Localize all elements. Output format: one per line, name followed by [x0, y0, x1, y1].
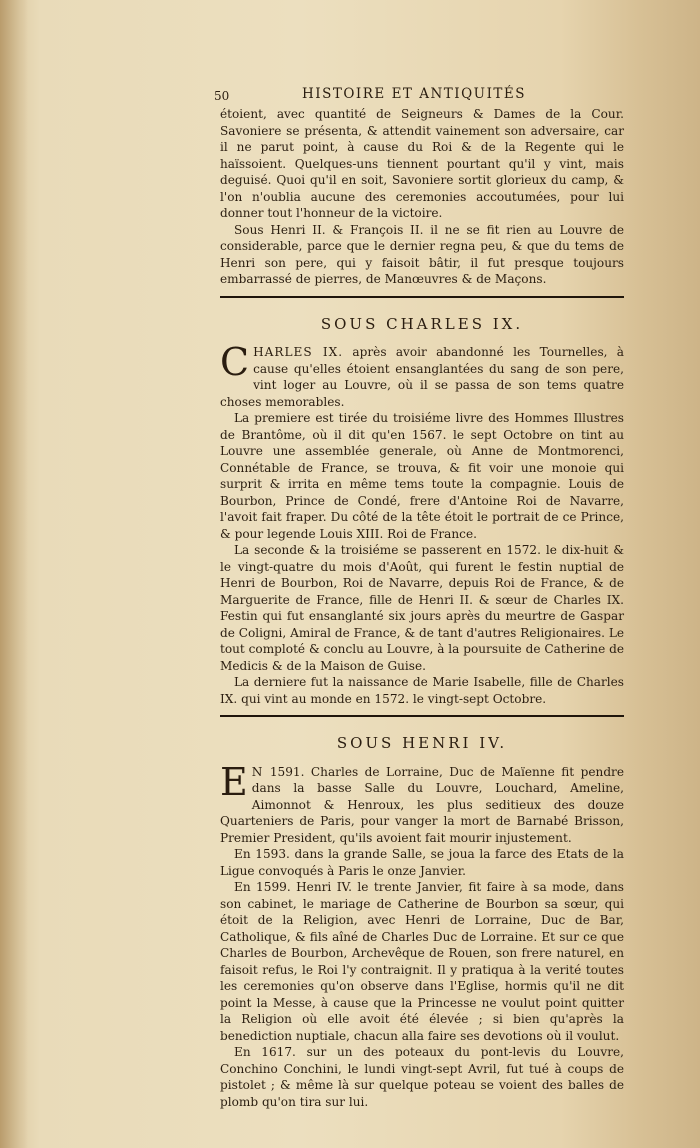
page-binding-shadow: [0, 0, 28, 1148]
section-divider-1: [220, 296, 624, 298]
henri-iv-paragraph-1: En 1593. dans la grande Salle, se joua la farce des Etats de la Ligue convoqués à Paris le onze Janvier.: [220, 847, 624, 878]
henri-iv-paragraph-2: En 1599. Henri IV. le trente Janvier, fit faire à sa mode, dans son cabinet, le mariage de Catherine de Bourbon sa sœur, qui étoit de la Religion, avec Henri de Lorraine, Duc de Bar, Catholique, & fils aîné de Charles Duc de Lorraine. Et sur ce que Charles de Bourbon, Archevêque de Rouen, son frere naturel, en faisoit refus, le Roi l'y contraignit. Il y pratiqua à la verité toutes les ceremonies qu'on observe dans l'Eglise, hormis qu'il ne dit point la Messe, à cause que la Princesse ne voulut point quitter la Religion où elle avoit été élevée ; si bien qu'après la benediction nuptiale, chacun alla faire ses devotions où il voulut.: [220, 880, 624, 1043]
opening-smallcaps: HARLES IX.: [253, 345, 344, 359]
section-divider-2: [220, 715, 624, 717]
opening-text: 1591. Charles de Lorraine, Duc de Maïenne fit pendre dans la basse Salle du Louvre, Louchard, Ameline, Aimonnot & Henroux, les plus seditieux des douze Quarteniers de Paris, pour vanger la mort de Barnabé Brisson, Premier President, qu'ils avoient fait mourir injustement.: [220, 764, 624, 845]
opening-smallcaps: N: [251, 764, 264, 779]
dropcap-e: E: [220, 759, 248, 804]
intro-paragraph-1: étoient, avec quantité de Seigneurs & Dames de la Cour. Savoniere se présenta, & attendit vainement son adversaire, car il ne parut point, à cause du Roi & de la Regente qui le haïssoient. Quelques-uns tiennent pourtant qu'il y vint, mais deguisé. Quoi qu'il en soit, Savoniere sortit glorieux du camp, & l'on n'oublia aucune des ceremonies accoutumées, pour lui donner tout l'honneur de la victoire.: [220, 107, 624, 220]
henri-iv-opening-paragraph: [220, 759, 624, 847]
charles-ix-paragraph-3: La derniere fut la naissance de Marie Isabelle, fille de Charles IX. qui vint au monde en 1572. le vingt-sept Octobre.: [220, 675, 624, 706]
charles-ix-opening-paragraph: [220, 340, 624, 410]
charles-ix-paragraph-2: La seconde & la troisiéme se passerent en 1572. le dix-huit & le vingt-quatre du mois d'Août, qui furent le festin nuptial de Henri de Bourbon, Roi de Navarre, depuis Roi de France, & de Marguerite de France, fille de Henri II. & sœur de Charles IX. Festin qui fut ensanglanté six jours après du meurtre de Gaspar de Coligni, Amiral de France, & de tant d'autres Religionaires. Le tout comploté & conclu au Louvre, à la poursuite de Catherine de Medicis & de la Maison de Guise.: [220, 543, 625, 673]
charles-ix-paragraph-1: La premiere est tirée du troisiéme livre des Hommes Illustres de Brantôme, où il dit qu'en 1567. le sept Octobre on tint au Louvre une assemblée generale, où Anne de Montmorenci, Connétable de France, se trouva, & fit voir une monoie qui surprit & irrita en même tems toute la compagnie. Louis de Bourbon, Prince de Condé, frere d'Antoine Roi de Navarre, l'avoit fait fraper. Du côté de la tête étoit le portrait de ce Prince, & pour legende Louis XIII. Roi de France.: [220, 411, 624, 541]
henri-iv-paragraph-3: En 1617. sur un des poteaux du pont-levis du Louvre, Conchino Conchini, le lundi vingt-sept Avril, fut tué à coups de pistolet ; & même là sur quelque poteau se voient des balles de plomb qu'on tira sur lui.: [220, 1045, 624, 1109]
page-text-block: [214, 86, 625, 1110]
intro-paragraph-2: Sous Henri II. & François II. il ne se fit rien au Louvre de considerable, parce que le dernier regna peu, & que du tems de Henri son pere, qui y faisoit bâtir, il fut presque toujours embarrassé de pierres, de Manœuvres & de Maçons.: [220, 222, 624, 286]
opening-text: après avoir abandonné les Tournelles, à cause qu'elles étoient ensanglantées du sang de son pere, vint loger au Louvre, où il se passa de son tems quatre choses memorables.: [220, 345, 624, 409]
running-title: HISTOIRE ET ANTIQUITÉS: [302, 86, 527, 102]
running-head: [214, 86, 624, 106]
page-number: 50: [214, 89, 230, 103]
section-title-henri-iv: SOUS HENRI IV.: [336, 734, 508, 752]
section-title-charles-ix: SOUS CHARLES IX.: [320, 314, 524, 333]
dropcap-c: C: [220, 340, 250, 384]
